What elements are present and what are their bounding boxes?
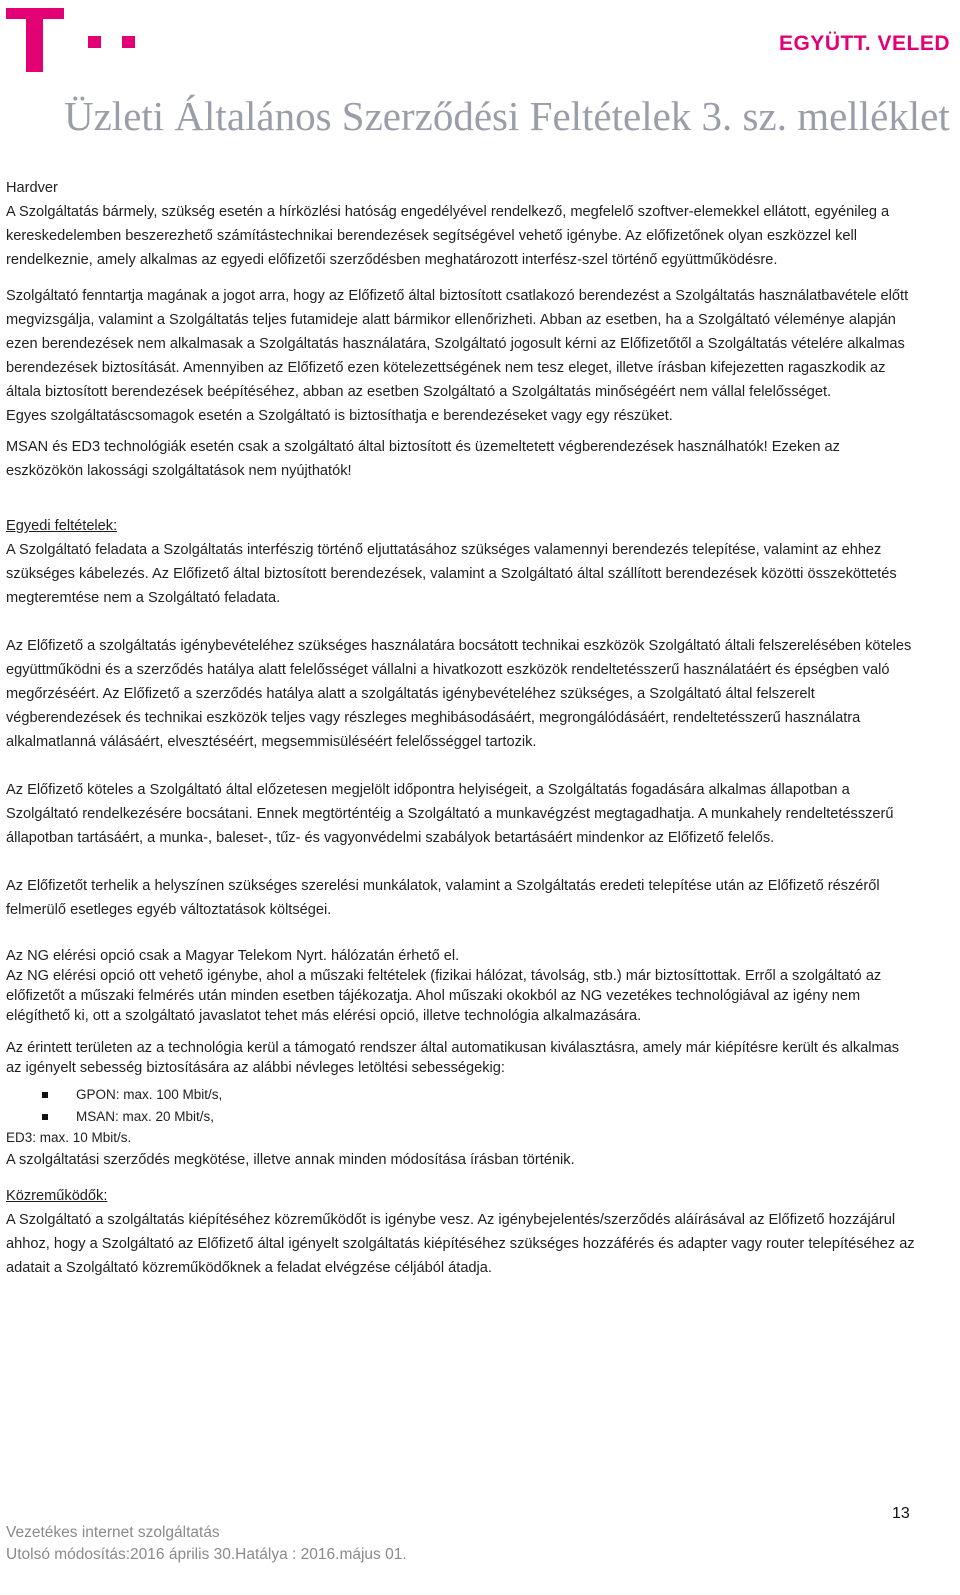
speed-list [6, 1084, 918, 1128]
paragraph: Az Előfizető köteles a Szolgáltató által előzetesen megjelölt időpontra helyiségeit, a Szolgáltatás fogadására alkalmas állapotban a Szolgáltató rendelkezésére bocsátani. Ennek megtörténtéig a Szolgáltató a munkavégzést megtagadhatja. A munkahely rendeltetésszerű állapotban tartásáért, a munka-, baleset-, tűz- és vagyonvédelmi szabályok betartásáért mindenkor az Előfizető felelős. [6, 782, 894, 846]
page-number: 13 [892, 1505, 910, 1522]
paragraph: A szolgáltatási szerződés megkötése, illetve annak minden módosítása írásban történik. [6, 1152, 575, 1168]
section-heading-kozremukodok: Közreműködők: [6, 1188, 108, 1204]
section-heading-egyedi: Egyedi feltételek: [6, 518, 118, 534]
bullet-icon [42, 1092, 48, 1098]
slogan: EGYÜTT. VELED [778, 32, 950, 55]
paragraph: MSAN és ED3 technológiák esetén csak a szolgáltató által biztosított és üzemeltetett végberendezések használhatók! Ezeken az eszközökön lakossági szolgáltatások nem nyújthatók! [6, 439, 840, 479]
paragraph: Egyes szolgáltatáscsomagok esetén a Szolgáltató is biztosíthatja e berendezéseket vagy egy részüket. [6, 408, 673, 424]
bullet-icon [42, 1114, 48, 1120]
page-header [0, 0, 960, 80]
paragraph: Az NG elérési opció csak a Magyar Telekom Nyrt. hálózatán érhető el. [6, 948, 460, 964]
paragraph: Szolgáltató fenntartja magának a jogot arra, hogy az Előfizető által biztosított csatlakozó berendezést a Szolgáltatás használatbavétele előtt megvizsgálja, valamint a Szolgáltatás teljes futamideje alatt bármikor ellenőrizheti. Abban az esetben, ha a Szolgáltató véleménye alapján ezen berendezések nem alkalmasak a Szolgáltatás használatára, Szolgáltató jogosult kérni az Előfizetőtől a Szolgáltatás vételére alkalmas berendezések biztosítását. Amennyiben az Előfizető ezen kötelezettségének nem tesz eleget, illetve írásban kifejezetten ragaszkodik az általa biztosított berendezések beépítéséhez, abban az esetben Szolgáltató a Szolgáltatás minőségéért nem vállal felelősséget. [6, 288, 909, 400]
document-body [6, 176, 918, 1280]
document-title: Üzleti Általános Szerződési Feltételek 3. sz. melléklet [64, 93, 950, 139]
paragraph: A Szolgáltató feladata a Szolgáltatás interfészig történő eljuttatásához szükséges valamennyi berendezés telepítése, valamint az ehhez szükséges kábelezés. Az Előfizető által biztosított berendezések, valamint a Szolgáltató által szállított berendezések közötti összeköttetés megteremtése nem a Szolgáltató feladata. [6, 542, 897, 606]
telekom-logo [0, 0, 150, 76]
footer-modified: Utolsó módosítás:2016 április 30.Hatálya : 2016.május 01. [6, 1546, 407, 1563]
paragraph: Az Előfizető a szolgáltatás igénybevételéhez szükséges használatára bocsátott technikai eszközök Szolgáltató általi felszerelésében köteles együttműködni és a szerződés hatálya alatt felelősséget vállalni a hivatkozott eszközök rendeltetésszerű használatáért és épségben való megőrzéséért. Az Előfizető a szerződés hatálya alatt a szolgáltatás igénybevételéhez szükséges, a Szolgáltató által felszerelt végberendezések és technikai eszközök teljes vagy részleges meghibásodásáért, megrongálódásáért, rendeltetésszerű használatra alkalmatlanná válásáért, elvesztéséért, megsemmisüléséért felelősséggel tartozik. [6, 638, 912, 750]
paragraph: Az NG elérési opció ott vehető igénybe, ahol a műszaki feltételek (fizikai hálózat, távolság, stb.) már biztosíttottak. Erről a szolgáltató az előfizetőt a műszaki felmérés után minden esetben tájékozatja. Ahol műszaki okokból az NG vezetékes technológiával az igény nem elégíthető ki, ott a szolgáltató javaslatot tehet más elérési opció, illetve technológia alkalmazására. [6, 968, 882, 1024]
list-item: GPON: max. 100 Mbit/s, [6, 1084, 918, 1106]
paragraph: ED3: max. 10 Mbit/s. [6, 1130, 132, 1145]
page-footer [6, 1522, 407, 1566]
paragraph: A Szolgáltatás bármely, szükség esetén a hírközlési hatóság engedélyével rendelkező, megfelelő szoftver-elemekkel ellátott, egyénileg a kereskedelemben beszerezhető számítástechnikai berendezések segítségével vehető igénybe. Az előfizetőnek olyan eszközzel kell rendelkeznie, amely alkalmas az egyedi előfizetői szerződésben meghatározott interfész-szel történő együttműködésre. [6, 204, 890, 268]
section-heading-hardver: Hardver [6, 180, 58, 196]
footer-service: Vezetékes internet szolgáltatás [6, 1524, 220, 1541]
list-item: MSAN: max. 20 Mbit/s, [6, 1106, 918, 1128]
paragraph: Az Előfizetőt terhelik a helyszínen szükséges szerelési munkálatok, valamint a Szolgáltatás eredeti telepítése után az Előfizető részéről felmerülő esetleges egyéb változtatások költségei. [6, 878, 880, 918]
paragraph: Az érintett területen az a technológia kerül a támogató rendszer által automatikusan kiválasztásra, amely már kiépítésre került és alkalmas az igényelt sebesség biztosítására az alábbi névleges letöltési sebességekig: [6, 1040, 900, 1076]
paragraph: A Szolgáltató a szolgáltatás kiépítéséhez közreműködőt is igénybe vesz. Az igénybejelentés/szerződés aláírásával az Előfizető hozzájárul ahhoz, hogy a Szolgáltató az Előfizető által igényelt szolgáltatás kiépítéséhez szükséges hozzáférés és adapter vagy router telepítéséhez az adatait a Szolgáltató közreműködőknek a feladat elvégzése céljából átadja. [6, 1212, 915, 1276]
